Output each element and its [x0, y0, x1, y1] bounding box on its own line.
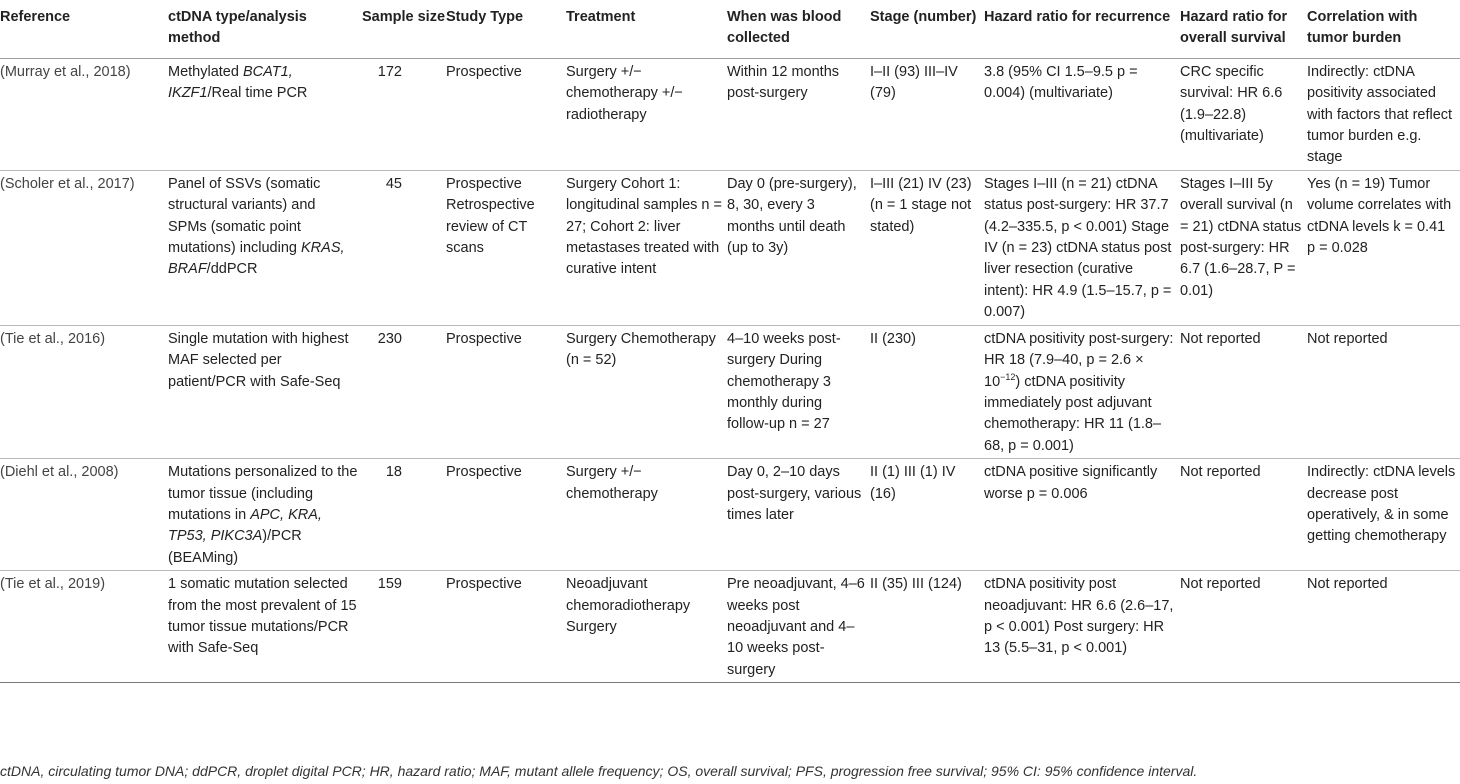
blood-collected-cell: Pre neoadjuvant, 4–6 weeks post neoadjuvant and 4–10 weeks post-surgery: [727, 576, 865, 678]
blood-collected-cell: Day 0 (pre-surgery), 8, 30, every 3 months until death (up to 3y): [727, 175, 857, 257]
method-cell: Mutations personalized to the tumor tissue (including mutations in APC, KRA, TP53, PIKC3A)/PCR (BEAMing): [168, 464, 358, 566]
hr-survival-cell: CRC specific survival: HR 6.6 (1.9–22.8) (multivariate): [1180, 63, 1283, 145]
tumor-burden-cell: Indirectly: ctDNA positivity associated with factors that reflect tumor burden e.g. stage: [1307, 63, 1453, 166]
tumor-burden-cell: Not reported: [1307, 330, 1388, 347]
table-row: [0, 170, 1460, 325]
reference-cell: (Tie et al., 2019): [0, 576, 106, 593]
header-hr-recurrence: Hazard ratio for recurrence: [984, 9, 1171, 25]
sample-size-cell: 159: [377, 576, 402, 593]
header-tumor-burden: Correlation with tumor burden: [1307, 9, 1418, 47]
hr-recurrence-cell: ctDNA positivity post neoadjuvant: HR 6.6 (2.6–17, p < 0.001) Post surgery: HR 13 (5.5–31, p < 0.001): [984, 576, 1174, 657]
header-sample-size: Sample size: [362, 9, 446, 25]
blood-collected-cell: Day 0, 2–10 days post-surgery, various times later: [727, 464, 862, 523]
stage-cell: II (35) III (124): [870, 576, 962, 593]
sample-size-cell: 18: [385, 464, 402, 481]
header-method: ctDNA type/analysis method: [168, 9, 307, 47]
stage-cell: I–II (93) III–IV (79): [870, 63, 958, 102]
method-cell: Panel of SSVs (somatic structural variants) and SPMs (somatic point mutations) including KRAS, BRAF/ddPCR: [168, 175, 345, 278]
table-row: [0, 325, 1460, 458]
treatment-cell: Surgery +/− chemotherapy: [566, 464, 658, 502]
header-treatment: Treatment: [566, 9, 636, 25]
table-row: [0, 58, 1460, 170]
study-type-cell: Prospective Retrospective review of CT scans: [446, 175, 535, 257]
hr-recurrence-cell: 3.8 (95% CI 1.5–9.5 p = 0.004) (multivariate): [984, 63, 1138, 102]
tumor-burden-cell: Indirectly: ctDNA levels decrease post operatively, & in some getting chemotherapy: [1307, 464, 1456, 545]
study-type-cell: Prospective: [446, 63, 522, 80]
hr-survival-cell: Stages I–III 5y overall survival (n = 21) ctDNA status post-surgery: HR 6.7 (1.6–28.7, P = 0.01): [1180, 175, 1302, 299]
table-footnote: ctDNA, circulating tumor DNA; ddPCR, droplet digital PCR; HR, hazard ratio; MAF, mutant allele frequency; OS, overall survival; PFS, progression free survival; 95% CI: 95% confidence interval.: [0, 763, 1198, 779]
blood-collected-cell: Within 12 months post-surgery: [727, 63, 840, 102]
study-type-cell: Prospective: [446, 330, 522, 347]
table-row: [0, 459, 1460, 571]
reference-cell: (Tie et al., 2016): [0, 330, 106, 347]
sample-size-cell: 172: [377, 63, 402, 80]
study-type-cell: Prospective: [446, 464, 522, 481]
reference-cell: (Scholer et al., 2017): [0, 175, 135, 192]
treatment-cell: Surgery Cohort 1: longitudinal samples n = 27; Cohort 2: liver metastases treated with curative intent: [566, 175, 722, 278]
sample-size-cell: 230: [377, 330, 402, 347]
hr-survival-cell: Not reported: [1180, 330, 1261, 347]
header-stage: Stage (number): [870, 9, 977, 25]
reference-cell: (Diehl et al., 2008): [0, 464, 119, 481]
stage-cell: II (230): [870, 330, 916, 347]
method-cell: Methylated BCAT1, IKZF1/Real time PCR: [168, 63, 308, 102]
method-cell: 1 somatic mutation selected from the most prevalent of 15 tumor tissue mutations/PCR with Safe-Seq: [168, 576, 357, 657]
header-row: [0, 0, 1460, 58]
hr-recurrence-cell: ctDNA positivity post-surgery: HR 18 (7.9–40, $p = 2.6 \times 10^{-12}$) ctDNA positivity immediately post adjuvant chemotherapy: HR 11 (1.8–68, p = 0.001): [984, 330, 1174, 454]
table-row: [0, 571, 1460, 683]
sample-size-cell: 45: [385, 175, 402, 192]
tumor-burden-cell: Not reported: [1307, 576, 1388, 593]
tumor-burden-cell: Yes (n = 19) Tumor volume correlates with ctDNA levels k = 0.41 p = 0.028: [1307, 175, 1452, 257]
hr-recurrence-cell: ctDNA positive significantly worse p = 0.006: [984, 464, 1158, 502]
header-blood-collected: When was blood collected: [727, 9, 842, 47]
blood-collected-cell: 4–10 weeks post-surgery During chemotherapy 3 monthly during follow-up n = 27: [727, 330, 841, 433]
reference-cell: (Murray et al., 2018): [0, 63, 131, 80]
hr-recurrence-cell: Stages I–III (n = 21) ctDNA status post-surgery: HR 37.7 (4.2–335.5, p < 0.001) Stage IV (n = 23) ctDNA status post liver resection (curative intent): HR 4.9 (1.5–15.7, p = 0.007): [984, 175, 1172, 321]
stage-cell: II (1) III (1) IV (16): [870, 464, 956, 502]
header-reference: Reference: [0, 9, 71, 25]
header-study-type: Study Type: [446, 9, 524, 25]
stage-cell: I–III (21) IV (23) (n = 1 stage not stated): [870, 175, 972, 235]
hr-survival-cell: Not reported: [1180, 576, 1261, 593]
study-type-cell: Prospective: [446, 576, 522, 593]
hr-survival-cell: Not reported: [1180, 464, 1261, 481]
method-cell: Single mutation with highest MAF selected per patient/PCR with Safe-Seq: [168, 330, 349, 390]
header-hr-survival: Hazard ratio for overall survival: [1180, 9, 1288, 47]
treatment-cell: Neoadjuvant chemoradiotherapy Surgery: [566, 576, 691, 635]
treatment-cell: Surgery Chemotherapy (n = 52): [566, 330, 716, 369]
treatment-cell: Surgery +/− chemotherapy +/− radiotherapy: [566, 63, 683, 123]
